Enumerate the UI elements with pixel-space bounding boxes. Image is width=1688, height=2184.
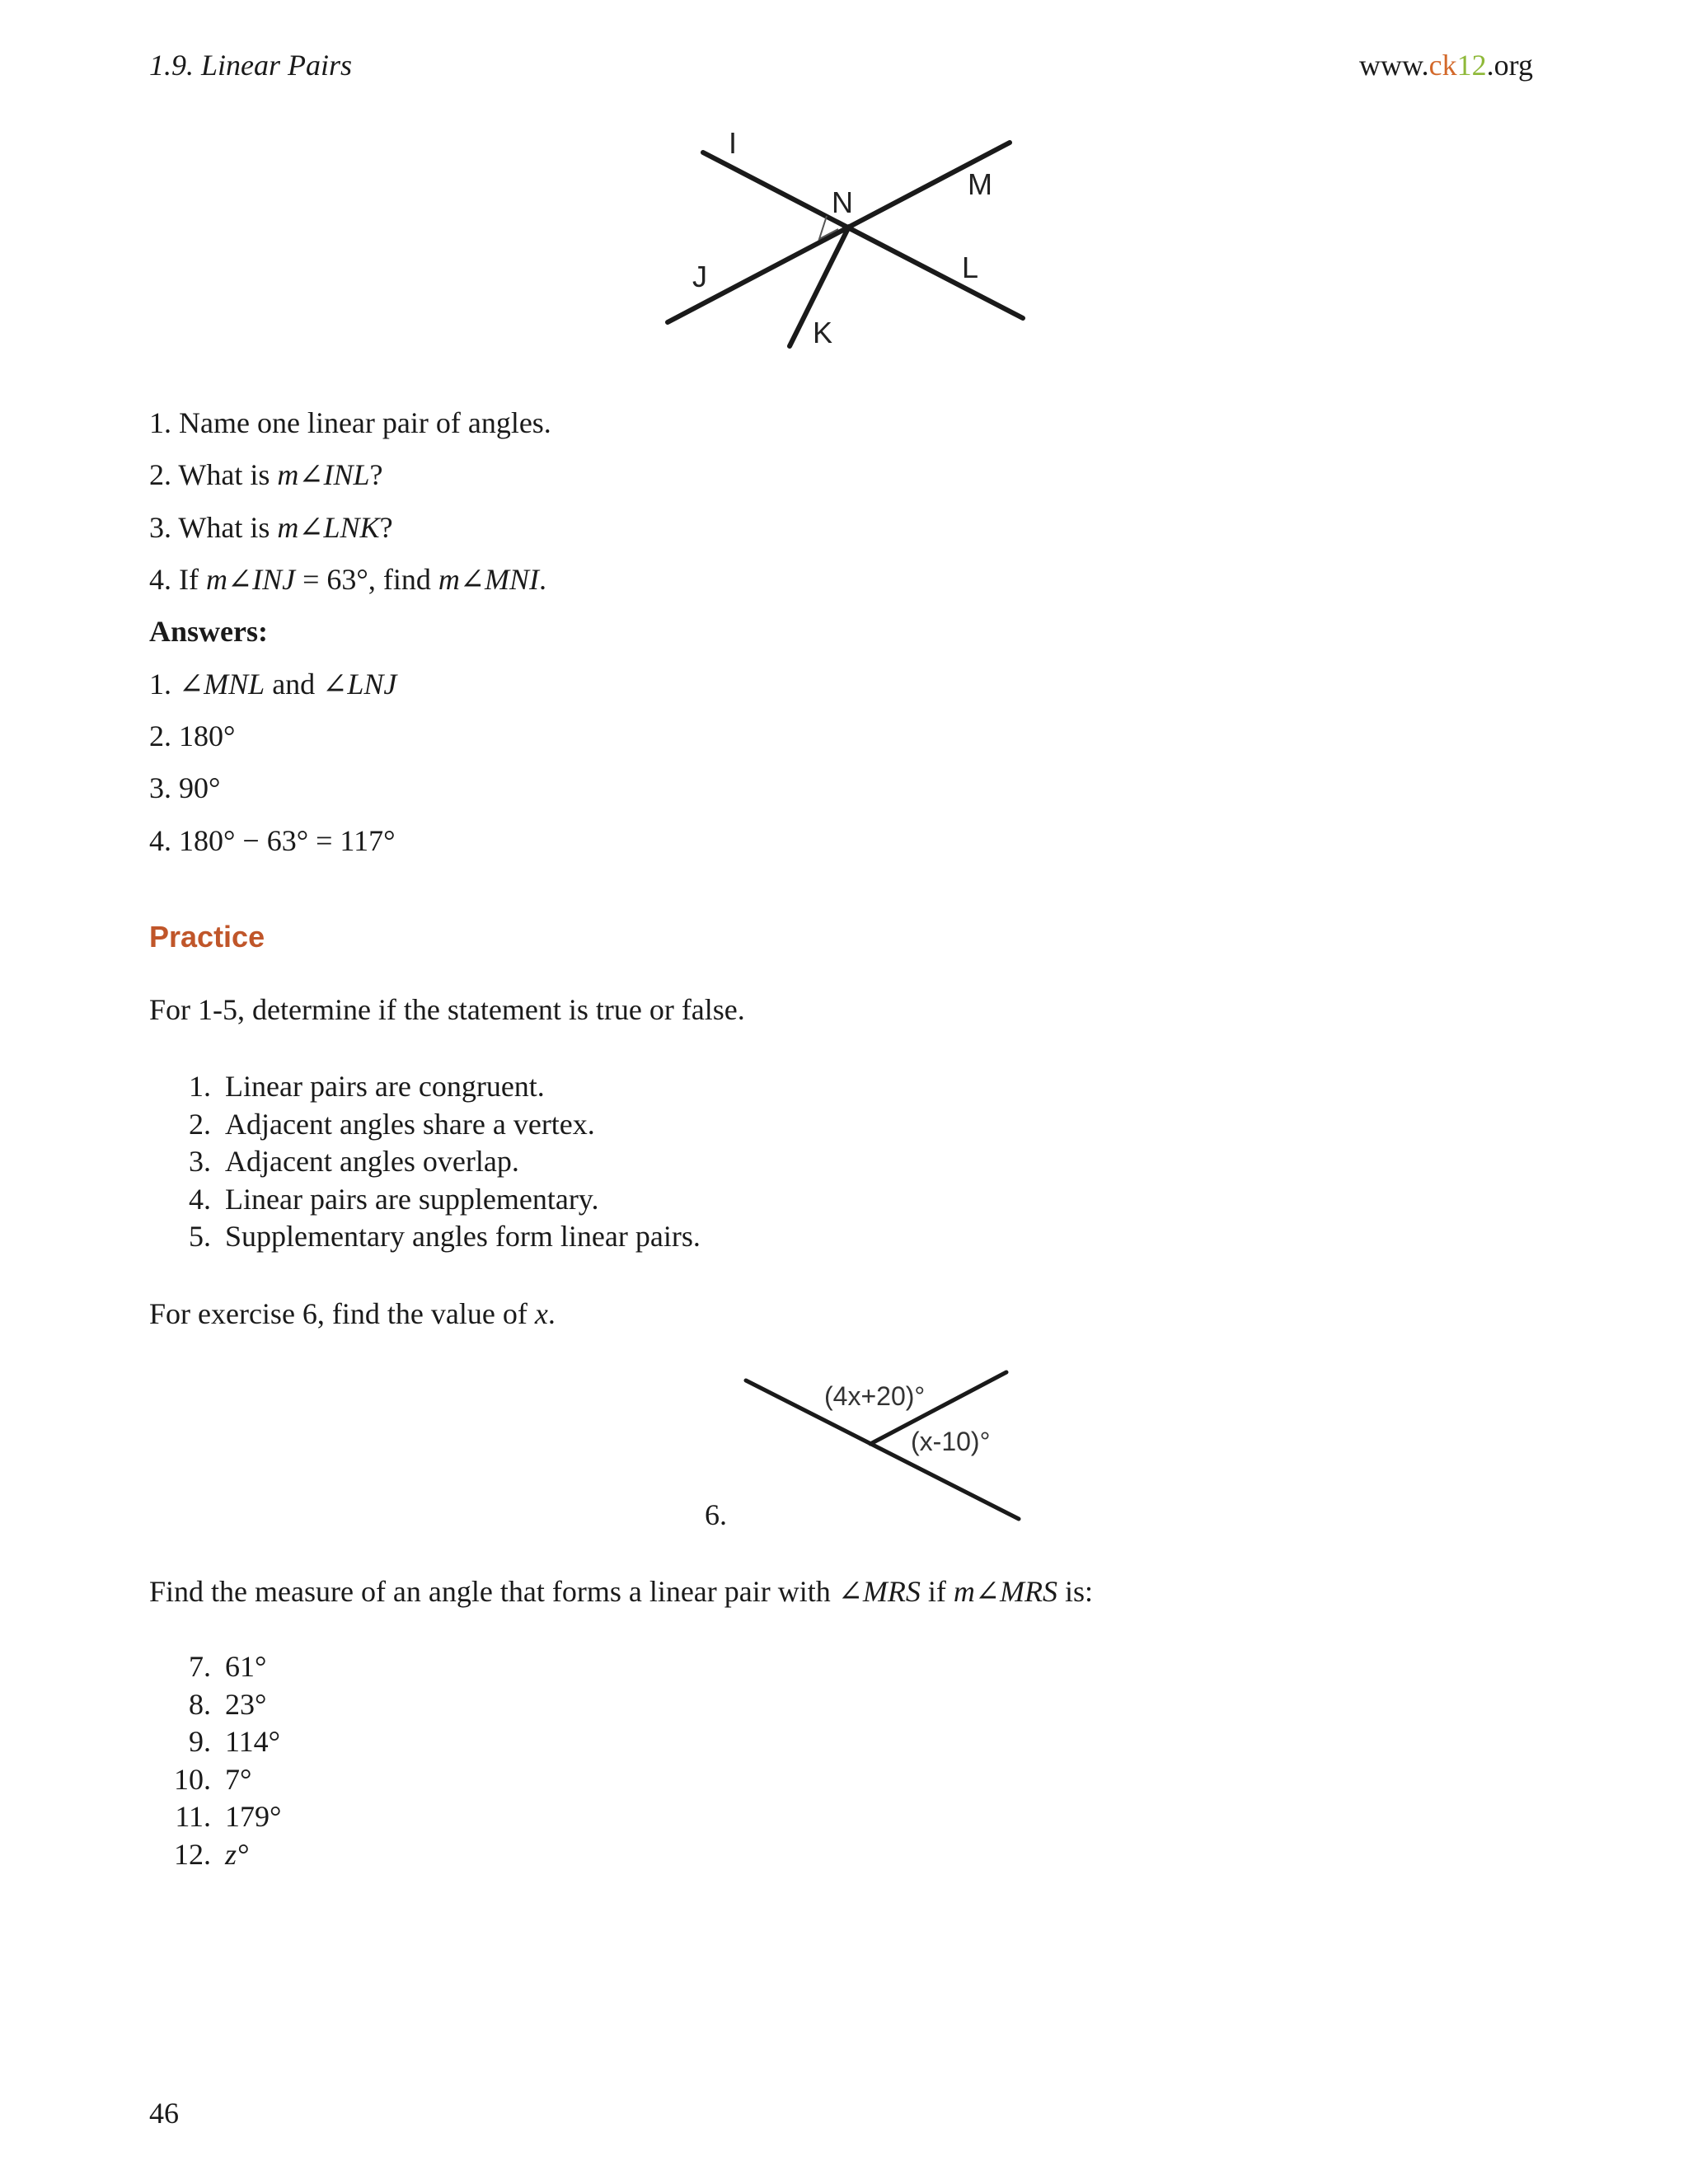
math-expression: m∠INJ (205, 563, 296, 596)
math-expression: ∠MNL (179, 668, 265, 701)
item-number: 10. (174, 1762, 211, 1796)
answer-text: 180° (179, 719, 236, 752)
item-number: 9. (189, 1725, 211, 1758)
item-text: Adjacent angles share a vertex. (225, 1107, 595, 1141)
instruction-text: if (920, 1575, 954, 1608)
question-number: 1. (149, 406, 171, 439)
site-12: 12 (1456, 49, 1487, 82)
item-text: Adjacent angles overlap. (225, 1145, 519, 1178)
question-text: If (179, 563, 206, 596)
answer-number: 3. (149, 771, 171, 804)
math-expression: m∠MNI (438, 563, 539, 596)
item-text: 23° (225, 1687, 267, 1721)
question-text: . (538, 563, 546, 596)
question-text: Name one linear pair of angles. (179, 406, 551, 439)
item-number: 7. (189, 1650, 211, 1683)
item-text: Linear pairs are congruent. (225, 1070, 545, 1103)
practice-heading: Practice (149, 920, 265, 954)
exercise-number-6: 6. (705, 1498, 727, 1531)
instructions-linear-pair (149, 1574, 1093, 1609)
angle-label-top: (4x+20)° (824, 1381, 926, 1411)
item-text: 114° (225, 1725, 281, 1758)
label-I: I (729, 126, 738, 160)
site-prefix: www. (1359, 49, 1429, 82)
question-number: 3. (149, 511, 171, 544)
item-number: 3. (189, 1145, 211, 1178)
answer-text: 180° − 63° = 117° (179, 824, 396, 857)
answer-number: 2. (149, 719, 171, 752)
instruction-text: is: (1057, 1575, 1094, 1608)
question-text: ? (369, 458, 383, 491)
item-number: 11. (175, 1800, 211, 1833)
answer-number: 1. (149, 668, 171, 701)
question-number: 4. (149, 563, 171, 596)
question-text: What is (178, 458, 278, 491)
item-text: z° (225, 1837, 249, 1871)
answer-number: 4. (149, 824, 171, 857)
item-number: 2. (189, 1107, 211, 1141)
answer-text: and (265, 668, 323, 701)
item-number: 1. (189, 1070, 211, 1103)
label-N: N (832, 185, 853, 219)
instruction-text: For exercise 6, find the value of (149, 1297, 535, 1330)
instructions-true-false: For 1-5, determine if the statement is true or false. (149, 993, 745, 1026)
question-number: 2. (149, 458, 171, 491)
item-text: 7° (225, 1762, 252, 1796)
instruction-text: . (547, 1297, 556, 1330)
math-expression: m∠MRS (953, 1575, 1058, 1608)
site-suffix: .org (1486, 49, 1533, 82)
question-text: What is (178, 511, 278, 544)
running-header-section: 1.9. Linear Pairs (149, 49, 353, 82)
item-number: 5. (189, 1220, 211, 1253)
label-M: M (968, 167, 992, 201)
question-text: ? (379, 511, 393, 544)
math-expression: ∠LNJ (322, 668, 397, 701)
question-text: = 63°, find (295, 563, 438, 596)
item-text: 61° (225, 1650, 267, 1683)
item-text: 179° (225, 1800, 282, 1833)
page-number: 46 (149, 2097, 179, 2130)
item-number: 4. (189, 1182, 211, 1216)
instruction-text: Find the measure of an angle that forms a linear pair with (149, 1575, 838, 1608)
item-text: Linear pairs are supplementary. (225, 1182, 599, 1216)
item-number: 8. (189, 1687, 211, 1721)
item-text: Supplementary angles form linear pairs. (225, 1220, 701, 1253)
site-ck: ck (1428, 49, 1457, 82)
math-expression: ∠MRS (837, 1575, 921, 1608)
answer-text: 90° (179, 771, 221, 804)
label-J: J (692, 260, 707, 293)
item-number: 12. (174, 1837, 211, 1871)
math-variable: x (534, 1297, 548, 1330)
angle-label-right: (x-10)° (911, 1427, 991, 1456)
label-L: L (962, 251, 979, 284)
math-expression: m∠INL (277, 458, 370, 491)
answers-heading: Answers: (149, 615, 268, 648)
label-K: K (813, 316, 833, 349)
math-expression: m∠LNK (277, 511, 380, 544)
